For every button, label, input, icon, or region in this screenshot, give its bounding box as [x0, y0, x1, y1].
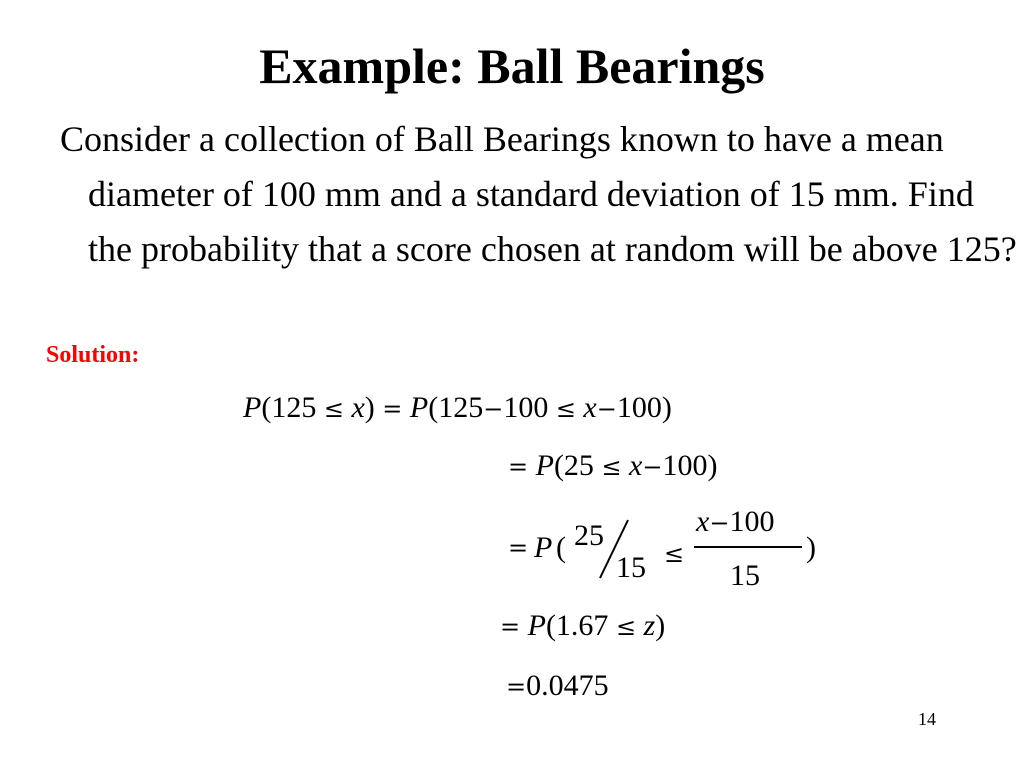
math-eq: = [506, 673, 527, 701]
math-text: ) [806, 531, 816, 564]
math-minus: − [596, 395, 617, 423]
math-text: (25 [553, 449, 594, 482]
math-p: P [409, 391, 429, 424]
result-value: 0.0475 [526, 669, 609, 702]
fraction-numerator [696, 504, 774, 541]
math-le: ≤ [615, 613, 637, 641]
math-z: z [643, 609, 656, 642]
math-minus: − [642, 453, 663, 481]
math-eq: = [508, 453, 529, 481]
math-le: ≤ [555, 395, 576, 423]
math-p: P [243, 391, 262, 424]
math-le: ≤ [601, 453, 622, 481]
math-text: ) [655, 609, 666, 642]
math-le: ≤ [664, 540, 685, 568]
math-x: x [696, 505, 710, 538]
math-text: 100) [616, 391, 672, 424]
math-text: 100 [729, 505, 775, 538]
math-minus: − [483, 395, 504, 423]
math-p: P [534, 531, 553, 564]
equation-line-5 [506, 668, 609, 705]
slash-fraction-numerator: 25 [574, 519, 604, 552]
math-eq: = [508, 534, 529, 562]
equation-line-1 [243, 390, 672, 427]
problem-statement: Consider a collection of Ball Bearings known to have a mean diameter of 100 mm and a standard deviation of 15 mm. Find the probability that a score chosen at random will be above 125? [60, 119, 1017, 269]
equation-line-2 [508, 448, 717, 485]
page-number: 14 [918, 709, 936, 729]
math-minus: − [709, 509, 730, 537]
fraction-bar [694, 546, 802, 548]
equation-line-3 [508, 500, 828, 596]
math-text: 100) [662, 449, 718, 482]
math-x: x [583, 391, 597, 424]
solution-label: Solution: [46, 342, 140, 368]
math-text: ) [364, 391, 375, 424]
math-text: (1.67 [545, 609, 609, 642]
math-text: (125 [428, 391, 484, 424]
math-text: 100 [503, 391, 549, 424]
math-p: P [535, 449, 554, 482]
math-x: x [351, 391, 365, 424]
slash-fraction-denominator: 15 [616, 551, 646, 584]
math-p: P [527, 609, 546, 642]
math-eq: = [382, 395, 403, 423]
slide-title: Example: Ball Bearings [259, 38, 765, 94]
math-text: ( [556, 531, 566, 564]
fraction-denominator: 15 [730, 559, 760, 592]
equation-line-4 [500, 608, 665, 645]
math-eq: = [500, 613, 521, 641]
math-text: (125 [261, 391, 317, 424]
math-le: ≤ [323, 395, 344, 423]
math-x: x [629, 449, 643, 482]
